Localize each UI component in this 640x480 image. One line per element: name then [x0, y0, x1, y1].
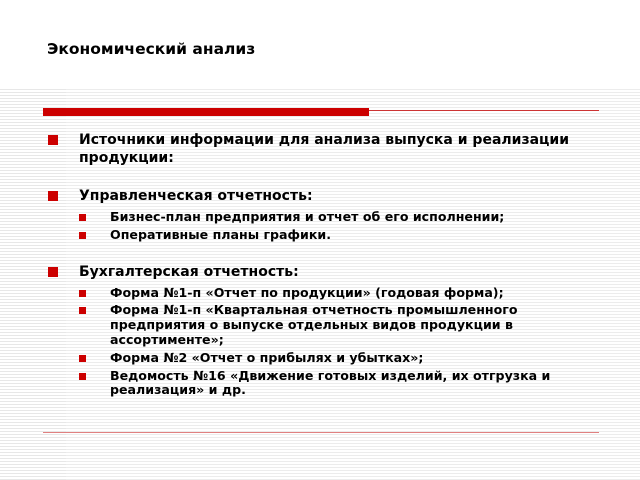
group-heading-text: Бухгалтерская отчетность: — [79, 263, 299, 280]
square-bullet-icon — [48, 135, 58, 145]
list-item — [79, 210, 608, 225]
section-heading-text: Источники информации для анализа выпуска и реализации продукции: — [79, 132, 570, 166]
bottom-rule — [43, 432, 599, 433]
accent-rule — [369, 110, 599, 111]
bullet-group-management — [48, 187, 608, 205]
square-bullet-icon — [79, 290, 86, 297]
list-item — [79, 369, 608, 399]
bullet-section-heading — [48, 131, 608, 167]
accent-bar — [43, 108, 369, 116]
list-item — [79, 303, 608, 347]
list-item — [79, 351, 608, 366]
list-item-text: Бизнес-план предприятия и отчет об его исполнении; — [110, 209, 505, 224]
square-bullet-icon — [79, 214, 86, 221]
list-item-text: Оперативные планы графики. — [110, 226, 332, 242]
list-item — [79, 286, 608, 301]
slide-content — [48, 131, 608, 398]
list-item-text: Форма №1-п «Квартальная отчетность промышленного предприятия о выпуске отдельных видов продукции в ассортименте»; — [110, 302, 518, 347]
square-bullet-icon — [79, 232, 86, 239]
square-bullet-icon — [79, 373, 86, 380]
list-item-text: Ведомость №16 «Движение готовых изделий, их отгрузка и реализация» и др. — [110, 367, 551, 398]
bullet-group-accounting — [48, 263, 608, 281]
list-item-text: Форма №1-п «Отчет по продукции» (годовая форма); — [110, 284, 504, 300]
square-bullet-icon — [79, 355, 86, 362]
square-bullet-icon — [79, 307, 86, 314]
group-heading-text: Управленческая отчетность: — [79, 188, 313, 204]
slide-title: Экономический анализ — [47, 40, 256, 58]
list-item — [79, 228, 608, 243]
square-bullet-icon — [48, 267, 58, 277]
square-bullet-icon — [48, 191, 58, 201]
list-item-text: Форма №2 «Отчет о прибылях и убытках»; — [110, 349, 424, 365]
